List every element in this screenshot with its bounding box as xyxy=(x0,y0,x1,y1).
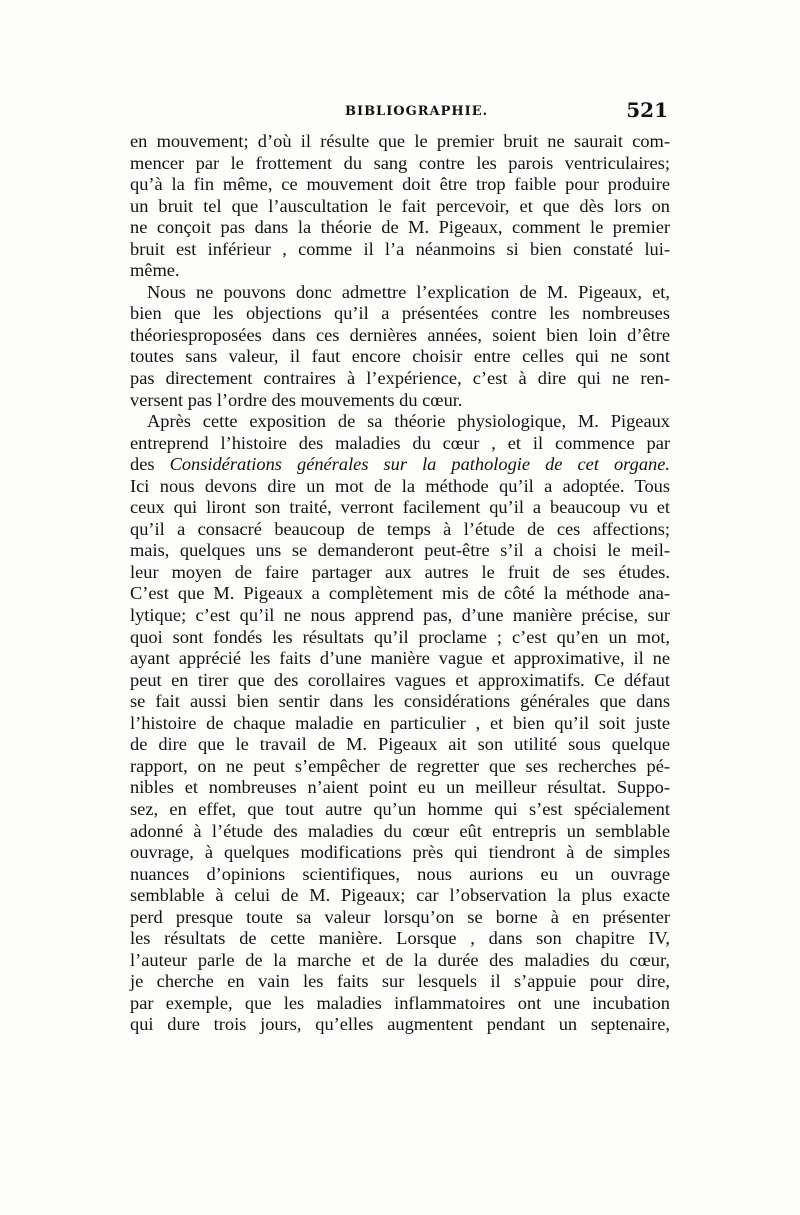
text-line: C’est que M. Pigeaux a complètement mis de côté la méthode ana- xyxy=(130,583,670,604)
text-line: de dire que le travail de M. Pigeaux ait son utilité sous quelque xyxy=(130,734,670,755)
text-line: semblable à celui de M. Pigeaux; car l’observation la plus exacte xyxy=(130,885,670,906)
text-line: Nous ne pouvons donc admettre l’explication de M. Pigeaux, et, xyxy=(147,281,670,302)
text-line: peut en tirer que des corollaires vagues et approximatifs. Ce défaut xyxy=(130,669,670,690)
text-line: théoriesproposées dans ces dernières années, soient bien loin d’être xyxy=(130,324,670,345)
page-header xyxy=(130,98,670,128)
text-line: nuances d’opinions scientifiques, nous aurions eu un ouvrage xyxy=(130,863,670,884)
text-line: versent pas l’ordre des mouvements du cœur. xyxy=(130,389,463,410)
text-line: qu’il a consacré beaucoup de temps à l’étude de ces affections; xyxy=(130,518,670,539)
text-line: se fait aussi bien sentir dans les considérations générales que dans xyxy=(130,691,670,712)
body-text xyxy=(130,131,670,1036)
page-number: 521 xyxy=(626,98,668,122)
text-line: par exemple, que les maladies inflammatoires ont une incubation xyxy=(130,992,670,1013)
text-line: sez, en effet, que tout autre qu’un homme qui s’est spécialement xyxy=(130,798,670,819)
text-line: l’auteur parle de la marche et de la durée des maladies du cœur, xyxy=(130,949,670,970)
text-line: bruit est inférieur , comme il l’a néanmoins si bien constaté lui- xyxy=(130,238,670,259)
text-line: bien que les objections qu’il a présentées contre les nombreuses xyxy=(130,303,670,324)
running-head: BIBLIOGRAPHIE. xyxy=(345,104,489,119)
text-line: lytique; c’est qu’il ne nous apprend pas, d’une manière précise, sur xyxy=(130,605,670,626)
text-line: en mouvement; d’où il résulte que le premier bruit ne saurait com- xyxy=(130,131,670,151)
text-line: Après cette exposition de sa théorie physiologique, M. Pigeaux xyxy=(147,411,670,432)
text-line-mixed xyxy=(130,454,670,476)
text-line: perd presque toute sa valeur lorsqu’on se borne à en présenter xyxy=(130,906,670,927)
text-line: l’histoire de chaque maladie en particulier , et bien qu’il soit juste xyxy=(130,712,670,733)
text-fragment: des xyxy=(130,454,155,475)
text-line: même. xyxy=(130,260,180,281)
text-line: qui dure trois jours, qu’elles augmentent pendant un septenaire, xyxy=(130,1014,670,1035)
text-line: quoi sont fondés les résultats qu’il proclame ; c’est qu’en un mot, xyxy=(130,626,670,647)
text-line: les résultats de cette manière. Lorsque , dans son chapitre IV, xyxy=(130,928,670,949)
text-line: je cherche en vain les faits sur lesquels il s’appuie pour dire, xyxy=(130,971,670,992)
text-line: mencer par le frottement du sang contre les parois ventriculaires; xyxy=(130,152,670,173)
text-line: nibles et nombreuses n’aient point eu un meilleur résultat. Suppo- xyxy=(130,777,670,798)
text-line: pas directement contraires à l’expérience, c’est à dire qui ne ren- xyxy=(130,368,670,389)
text-line: mais, quelques uns se demanderont peut-être s’il a choisi le meil- xyxy=(130,540,670,561)
text-line: leur moyen de faire partager aux autres le fruit de ses études. xyxy=(130,561,670,582)
text-line: ne conçoit pas dans la théorie de M. Pigeaux, comment le premier xyxy=(130,217,670,238)
italic-title: Considérations générales sur la pathologie de cet organe. xyxy=(169,454,670,475)
text-line: ouvrage, à quelques modifications près qui tiendront à de simples xyxy=(130,842,670,863)
text-line: ceux qui liront son traité, verront facilement qu’il a beaucoup vu et xyxy=(130,497,670,518)
text-line: rapport, on ne peut s’empêcher de regretter que ses recherches pé- xyxy=(130,755,670,776)
text-line: toutes sans valeur, il faut encore choisir entre celles qui ne sont xyxy=(130,346,670,367)
text-line: Ici nous devons dire un mot de la méthode qu’il a adoptée. Tous xyxy=(130,475,670,496)
text-line: entreprend l’histoire des maladies du cœur , et il commence par xyxy=(130,432,670,453)
text-line: adonné à l’étude des maladies du cœur eût entrepris un semblable xyxy=(130,820,670,841)
text-line: un bruit tel que l’auscultation le fait percevoir, et que dès lors on xyxy=(130,195,670,216)
text-line: qu’à la fin même, ce mouvement doit être trop faible pour produire xyxy=(130,174,670,195)
text-line: ayant apprécié les faits d’une manière vague et approximative, il ne xyxy=(130,648,670,669)
